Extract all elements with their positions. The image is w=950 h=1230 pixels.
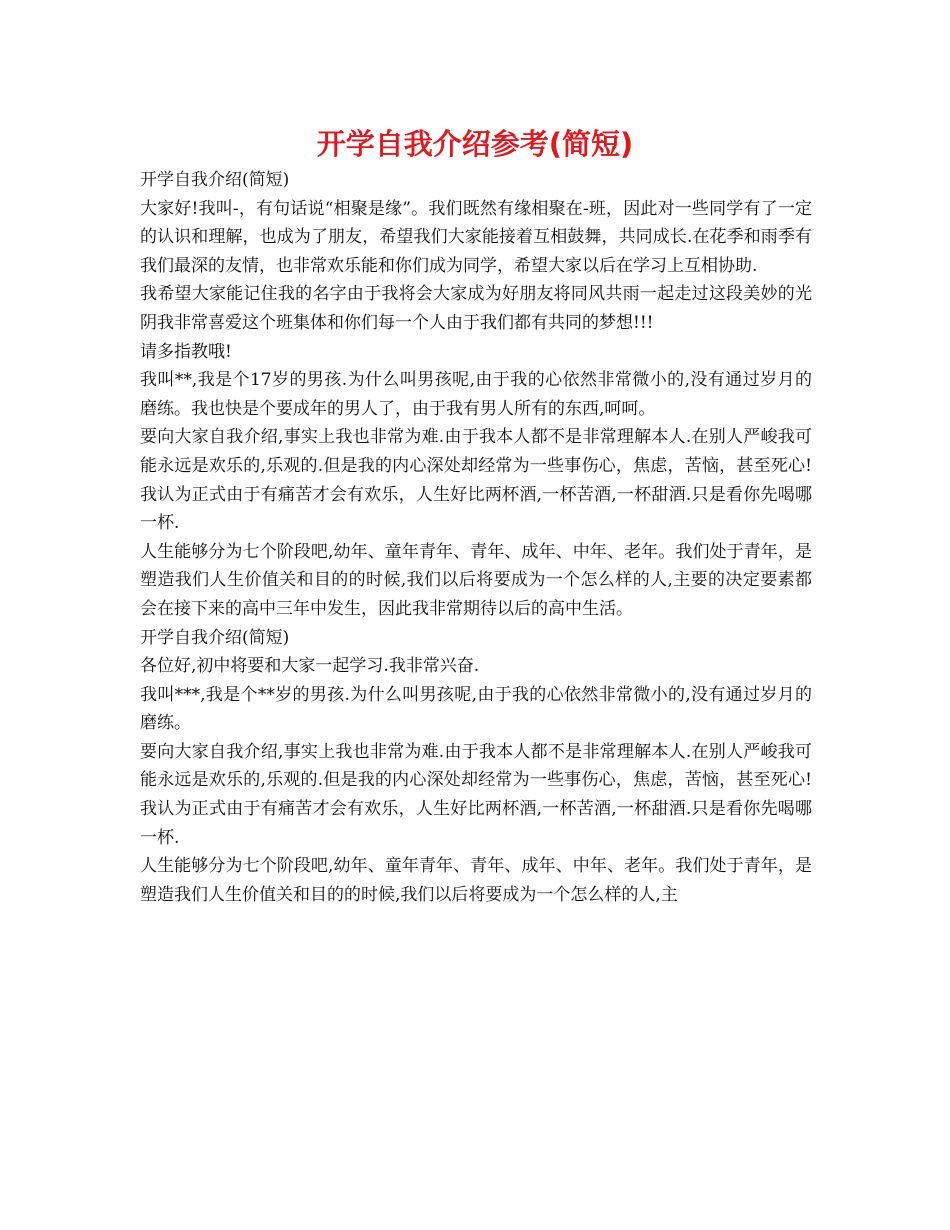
paragraph: 人生能够分为七个阶段吧,幼年、童年青年、青年、成年、中年、老年。我们处于青年，是塑造我们人生价值关和目的的时候,我们以后将要成为一个怎么样的人,主 bbox=[140, 856, 812, 905]
paragraph: 要向大家自我介绍,事实上我也非常为难.由于我本人都不是非常理解本人.在别人严峻我可能永远是欢乐的,乐观的.但是我的内心深处却经常为一些事伤心，焦虑，苦恼，甚至死心!我认为正式由于有痛苦才会有欢乐，人生好比两杯酒,一杯苦酒,一杯甜酒.只是看你先喝哪一杯. bbox=[140, 427, 812, 534]
paragraph-subheading-1: 开学自我介绍(简短) bbox=[140, 170, 290, 190]
paragraph: 各位好,初中将要和大家一起学习.我非常兴奋. bbox=[140, 656, 480, 677]
paragraph: 我叫***,我是个**岁的男孩.为什么叫男孩呢,由于我的心依然非常微小的,没有通过岁月的磨练。 bbox=[140, 684, 812, 734]
paragraph: 我希望大家能记住我的名字由于我将会大家成为好朋友将同风共雨一起走过这段美妙的光阴我非常喜爱这个班集体和你们每一个人由于我们都有共同的梦想!!! bbox=[140, 284, 812, 333]
paragraph-subheading-2: 开学自我介绍(简短) bbox=[140, 627, 290, 648]
paragraph: 大家好!我叫-，有句话说“相聚是缘”。我们既然有缘相聚在-班，因此对一些同学有了一定的认识和理解，也成为了朋友，希望我们大家能接着互相鼓舞，共同成长.在花季和雨季有我们最深的友情，也非常欢乐能和你们成为同学，希望大家以后在学习上互相协助. bbox=[140, 198, 812, 276]
paragraph: 请多指教哦! bbox=[140, 341, 232, 362]
document-body bbox=[140, 166, 812, 909]
document-title: 开学自我介绍参考(简短) bbox=[316, 127, 634, 161]
paragraph: 我叫**,我是个17岁的男孩.为什么叫男孩呢,由于我的心依然非常微小的,没有通过岁月的磨练。我也快是个要成年的男人了，由于我有男人所有的东西,呵呵。 bbox=[140, 370, 812, 419]
paragraph: 人生能够分为七个阶段吧,幼年、童年青年、青年、成年、中年、老年。我们处于青年，是塑造我们人生价值关和目的的时候,我们以后将要成为一个怎么样的人,主要的决定要素都会在接下来的高中三年中发生，因此我非常期待以后的高中生活。 bbox=[140, 541, 812, 619]
paragraph: 要向大家自我介绍,事实上我也非常为难.由于我本人都不是非常理解本人.在别人严峻我可能永远是欢乐的,乐观的.但是我的内心深处却经常为一些事伤心，焦虑，苦恼，甚至死心!我认为正式由于有痛苦才会有欢乐，人生好比两杯酒,一杯苦酒,一杯甜酒.只是看你先喝哪一杯. bbox=[140, 741, 812, 848]
